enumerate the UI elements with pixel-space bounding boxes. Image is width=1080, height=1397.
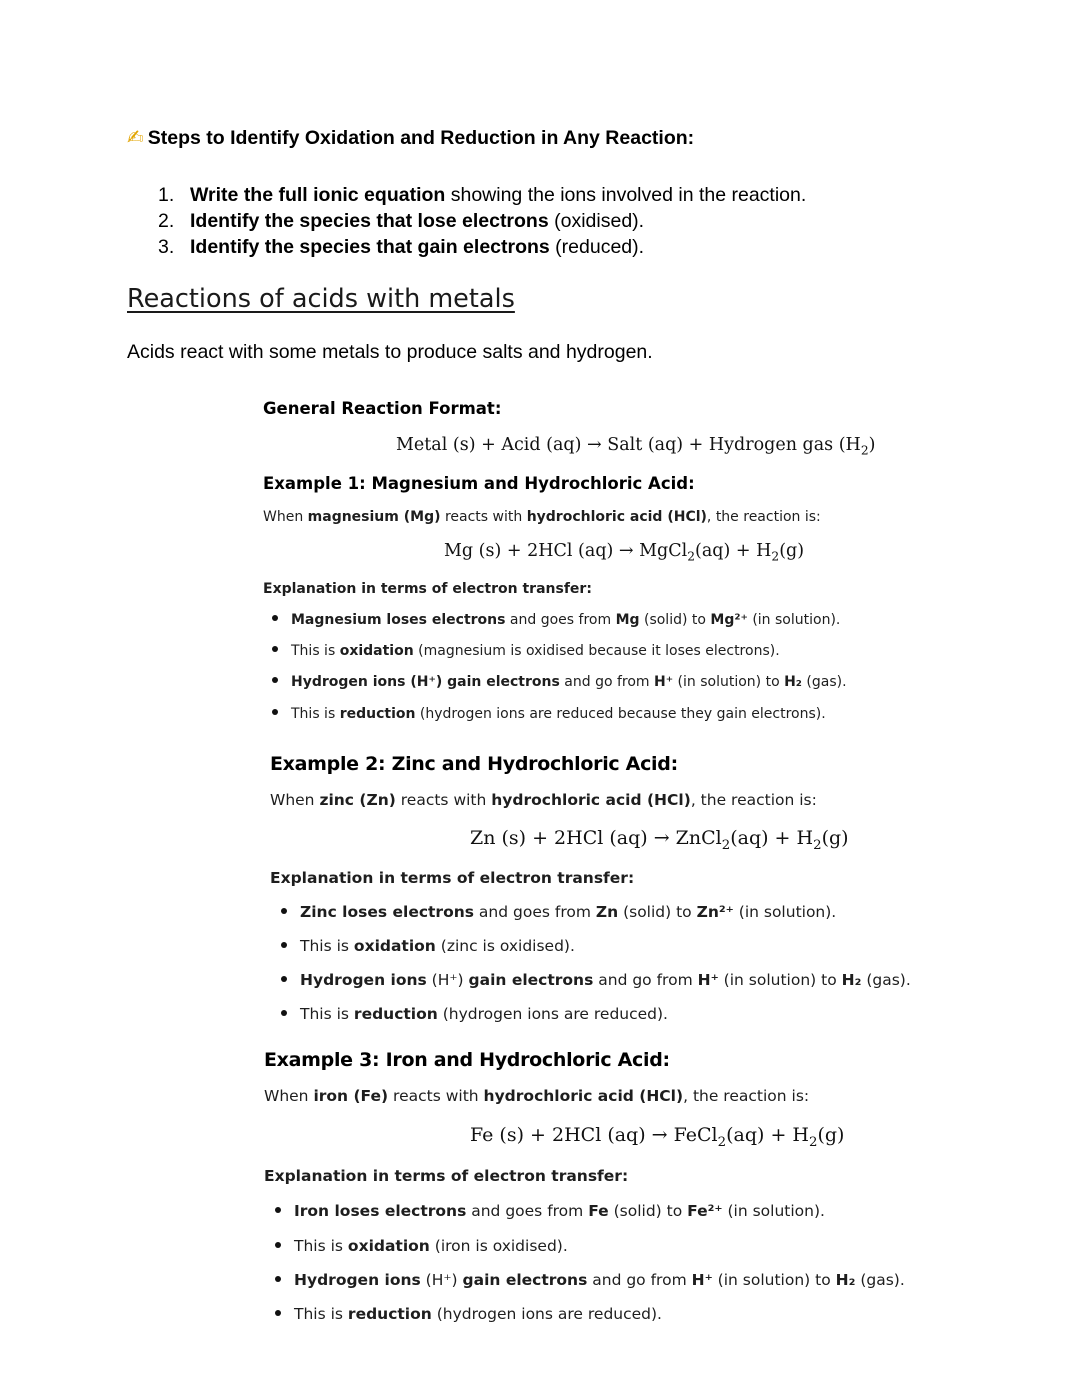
- text: and goes from: [505, 612, 616, 628]
- equation-subscript: 2: [813, 837, 822, 853]
- text: (iron is oxidised).: [429, 1237, 568, 1255]
- text-bold: H⁺: [691, 1271, 713, 1289]
- text-bold: oxidation: [339, 643, 414, 659]
- bullet-dot: [281, 942, 287, 948]
- bullet-dot: [272, 615, 278, 621]
- equation-subscript: 2: [771, 549, 780, 564]
- text: (solid) to: [639, 612, 711, 628]
- text-bold: oxidation: [347, 1237, 430, 1255]
- text-bold: gain electrons: [468, 971, 594, 989]
- writing-hand-icon: ✍: [127, 125, 144, 149]
- text-bold: H₂: [841, 971, 862, 989]
- example1-explain-title: Explanation in terms of electron transfer:: [263, 581, 592, 597]
- text-bold: hydrochloric acid (HCl): [491, 791, 691, 809]
- text: , the reaction is:: [706, 509, 821, 525]
- example1-equation: [444, 541, 805, 564]
- text: (solid) to: [608, 1202, 688, 1220]
- text: This is: [294, 1237, 348, 1255]
- text: (gas).: [861, 971, 911, 989]
- list-item: [275, 1237, 568, 1255]
- bullet-dot: [272, 677, 278, 683]
- bullet-dot: [275, 1276, 281, 1282]
- text: (hydrogen ions are reduced).: [437, 1005, 668, 1023]
- text: , the reaction is:: [690, 791, 817, 809]
- text: When: [270, 791, 320, 809]
- text-bold: Mg: [615, 612, 640, 628]
- text-bold: H₂: [784, 674, 802, 690]
- text-bold: Zn²⁺: [696, 903, 734, 921]
- text: (magnesium is oxidised because it loses electrons).: [413, 643, 780, 659]
- text-bold: Zinc loses electrons: [300, 903, 474, 921]
- equation-text: (g): [779, 541, 805, 561]
- text: (zinc is oxidised).: [435, 937, 575, 955]
- text: and goes from: [466, 1202, 589, 1220]
- text: This is: [291, 643, 340, 659]
- text-bold: Zn: [595, 903, 619, 921]
- text: and go from: [593, 971, 698, 989]
- example3-title: Example 3: Iron and Hydrochloric Acid:: [264, 1049, 670, 1071]
- step-bold: Write the full ionic equation: [190, 184, 446, 206]
- example2-intro: [270, 791, 817, 809]
- general-equation: [396, 435, 876, 458]
- text: (gas).: [801, 674, 847, 690]
- step-number: 3.: [158, 236, 175, 258]
- equation-text: ): [868, 435, 876, 455]
- step-rest: (reduced).: [549, 236, 645, 258]
- text: (in solution).: [747, 612, 841, 628]
- equation-text: Mg (s) + 2HCl (aq) → MgCl: [444, 541, 688, 561]
- text: (in solution).: [733, 903, 837, 921]
- list-item: [272, 674, 847, 690]
- text-bold: Hydrogen ions (H⁺) gain electrons: [291, 674, 560, 690]
- text-bold: zinc (Zn): [319, 791, 396, 809]
- equation-subscript: 2: [687, 549, 696, 564]
- example1-title: Example 1: Magnesium and Hydrochloric Acid:: [263, 474, 695, 493]
- bullet-dot: [272, 709, 278, 715]
- text: , the reaction is:: [683, 1087, 810, 1105]
- list-item: [275, 1305, 662, 1323]
- list-item: [272, 643, 780, 659]
- text: This is: [300, 937, 354, 955]
- step-rest: showing the ions involved in the reaction.: [445, 184, 807, 206]
- text: When: [263, 509, 308, 525]
- text-bold: H⁺: [654, 674, 674, 690]
- text: (solid) to: [618, 903, 697, 921]
- list-item: [272, 612, 840, 628]
- text: and go from: [559, 674, 654, 690]
- example2-equation: [470, 827, 849, 853]
- equation-text: (aq) + H: [726, 1124, 809, 1146]
- text-bold: oxidation: [353, 937, 436, 955]
- step-bold: Identify the species that gain electrons: [190, 236, 550, 258]
- list-item: [281, 903, 836, 921]
- equation-text: (g): [821, 827, 849, 849]
- equation-text: (aq) + H: [695, 541, 772, 561]
- text: This is: [291, 706, 340, 722]
- text-bold: Fe²⁺: [687, 1202, 723, 1220]
- text: (in solution) to: [712, 1271, 836, 1289]
- list-item: [281, 971, 911, 989]
- example3-equation: [470, 1124, 845, 1150]
- equation-text: Zn (s) + 2HCl (aq) → ZnCl: [470, 827, 722, 849]
- text-bold: Fe: [588, 1202, 609, 1220]
- list-item: [275, 1271, 905, 1289]
- bullet-dot: [281, 1010, 287, 1016]
- text: (gas).: [855, 1271, 905, 1289]
- list-item: [281, 1005, 668, 1023]
- section-heading: Reactions of acids with metals: [127, 284, 515, 314]
- example2-title: Example 2: Zinc and Hydrochloric Acid:: [270, 753, 678, 775]
- text-bold: magnesium (Mg): [307, 509, 441, 525]
- list-item: [281, 937, 575, 955]
- text-bold: reduction: [339, 706, 416, 722]
- text: (H⁺): [420, 1271, 463, 1289]
- section-intro: Acids react with some metals to produce salts and hydrogen.: [127, 341, 653, 363]
- text: and goes from: [473, 903, 596, 921]
- equation-subscript: 2: [809, 1134, 818, 1150]
- step-number: 1.: [158, 184, 175, 206]
- text-bold: Hydrogen ions: [300, 971, 427, 989]
- text: reacts with: [440, 509, 527, 525]
- bullet-dot: [281, 976, 287, 982]
- equation-text: Fe (s) + 2HCl (aq) → FeCl: [470, 1124, 718, 1146]
- example1-intro: [263, 509, 821, 525]
- steps-title-text: Steps to Identify Oxidation and Reduction in Any Reaction:: [147, 127, 695, 149]
- text-bold: H⁺: [697, 971, 719, 989]
- text-bold: Iron loses electrons: [294, 1202, 467, 1220]
- step-item: [158, 184, 806, 207]
- text: (in solution) to: [673, 674, 785, 690]
- bullet-dot: [275, 1242, 281, 1248]
- equation-text: Metal (s) + Acid (aq) → Salt (aq) + Hydrogen gas (H: [396, 435, 861, 455]
- bullet-dot: [275, 1310, 281, 1316]
- text: and go from: [587, 1271, 692, 1289]
- general-format-title: General Reaction Format:: [263, 399, 502, 418]
- text: This is: [294, 1305, 348, 1323]
- text-bold: gain electrons: [462, 1271, 588, 1289]
- text: (in solution).: [722, 1202, 825, 1220]
- equation-subscript: 2: [721, 837, 731, 853]
- example3-explain-title: Explanation in terms of electron transfer:: [264, 1167, 629, 1185]
- text: (hydrogen ions are reduced).: [431, 1305, 662, 1323]
- text-bold: H₂: [835, 1271, 856, 1289]
- text: (in solution) to: [718, 971, 842, 989]
- text-bold: Mg²⁺: [710, 612, 748, 628]
- text: This is: [300, 1005, 354, 1023]
- text: (hydrogen ions are reduced because they gain electrons).: [415, 706, 826, 722]
- text: reacts with: [395, 791, 492, 809]
- text-bold: Hydrogen ions: [294, 1271, 421, 1289]
- bullet-dot: [275, 1207, 281, 1213]
- list-item: [272, 706, 826, 722]
- text-bold: hydrochloric acid (HCl): [526, 509, 707, 525]
- text-bold: iron (Fe): [313, 1087, 389, 1105]
- text-bold: reduction: [347, 1305, 432, 1323]
- equation-text: (g): [817, 1124, 845, 1146]
- bullet-dot: [281, 908, 287, 914]
- text: reacts with: [388, 1087, 484, 1105]
- step-rest: (oxidised).: [548, 210, 645, 232]
- text-bold: reduction: [353, 1005, 438, 1023]
- equation-subscript: 2: [860, 443, 869, 458]
- text-bold: Magnesium loses electrons: [291, 612, 506, 628]
- example2-explain-title: Explanation in terms of electron transfer:: [270, 869, 635, 887]
- step-item: [158, 236, 644, 259]
- example3-intro: [264, 1087, 809, 1105]
- bullet-dot: [272, 646, 278, 652]
- text: (H⁺): [426, 971, 469, 989]
- step-bold: Identify the species that lose electrons: [190, 210, 549, 232]
- list-item: [275, 1202, 825, 1220]
- equation-text: (aq) + H: [730, 827, 814, 849]
- steps-title: [127, 125, 694, 150]
- step-item: [158, 210, 644, 233]
- text: When: [264, 1087, 314, 1105]
- text-bold: hydrochloric acid (HCl): [483, 1087, 684, 1105]
- equation-subscript: 2: [717, 1134, 727, 1150]
- step-number: 2.: [158, 210, 175, 232]
